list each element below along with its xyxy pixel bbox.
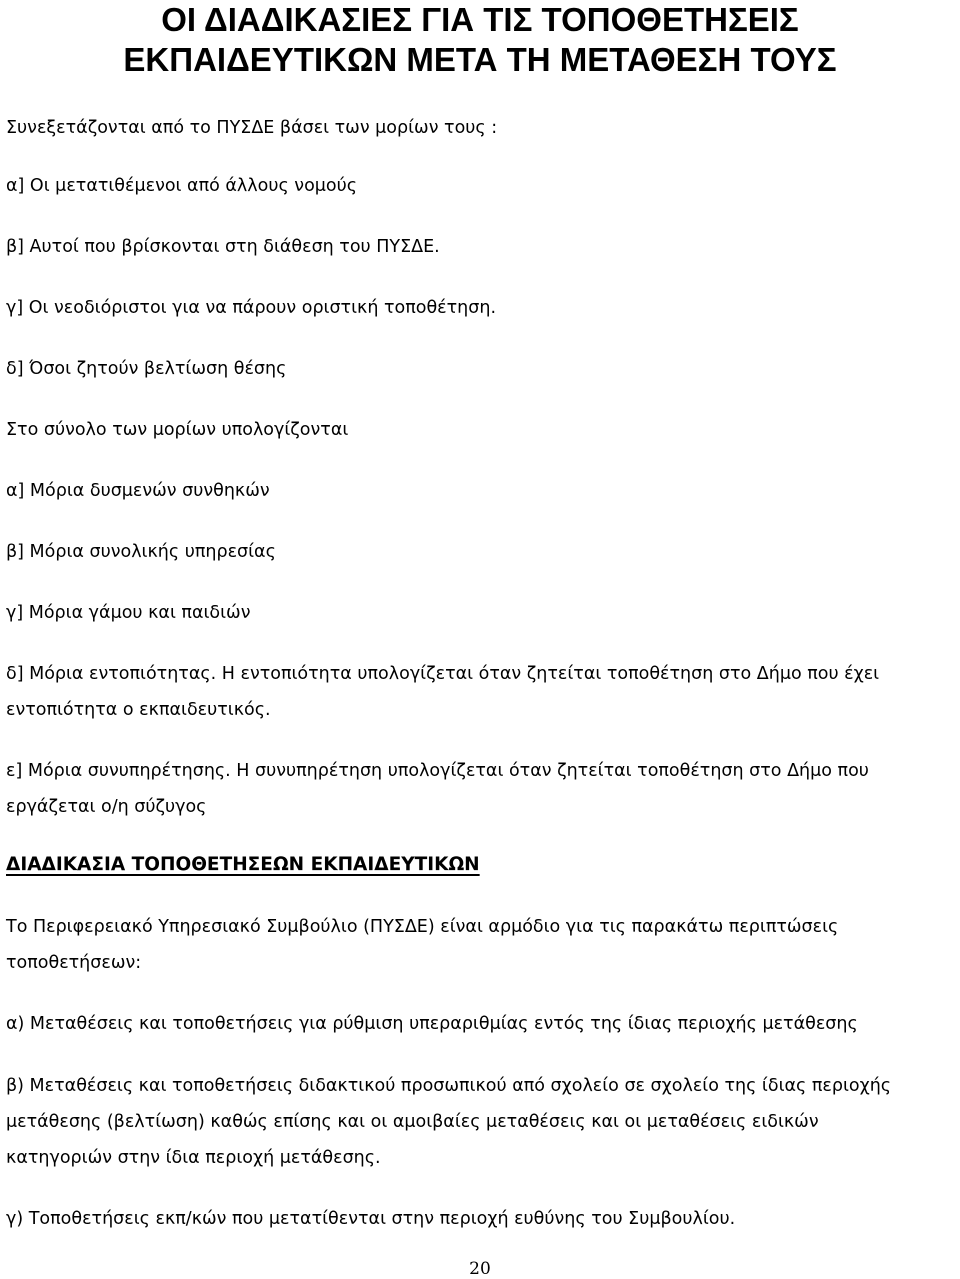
document-title-line-2: ΕΚΠΑΙΔΕΥΤΙΚΩΝ ΜΕΤΑ ΤΗ ΜΕΤΑΘΕΣΗ ΤΟΥΣ bbox=[123, 41, 837, 78]
candidate-item-a: α] Οι μετατιθέμενοι από άλλους νομούς bbox=[6, 176, 358, 196]
points-item-b: β] Μόρια συνολικής υπηρεσίας bbox=[6, 542, 276, 562]
council-text-line-1: Το Περιφερειακό Υπηρεσιακό Συμβούλιο (ΠΥΣΔΕ) είναι αρμόδιο για τις παρακάτω περιπτώσεις bbox=[6, 917, 839, 937]
case-b-line-2: μετάθεσης (βελτίωση) καθώς επίσης και οι αμοιβαίες μεταθέσεις και οι μεταθέσεις ειδικών bbox=[6, 1112, 819, 1132]
points-intro-text: Στο σύνολο των μορίων υπολογίζονται bbox=[6, 420, 349, 440]
spouse-points-line-2: εργάζεται ο/η σύζυγος bbox=[6, 797, 207, 817]
candidate-item-c: γ] Οι νεοδιόριστοι για να πάρουν οριστική τοποθέτηση. bbox=[6, 298, 497, 318]
candidate-item-d: δ] Όσοι ζητούν βελτίωση θέσης bbox=[6, 359, 287, 379]
spouse-points-line-1: ε] Μόρια συνυπηρέτησης. Η συνυπηρέτηση υπολογίζεται όταν ζητείται τοποθέτηση στο Δήμο που bbox=[6, 761, 869, 781]
case-b-line-1: β) Μεταθέσεις και τοποθετήσεις διδακτικού προσωπικού από σχολείο σε σχολείο της ίδιας περιοχής bbox=[6, 1076, 892, 1096]
points-item-a: α] Μόρια δυσμενών συνθηκών bbox=[6, 481, 270, 501]
section-heading: ΔΙΑΔΙΚΑΣΙΑ ΤΟΠΟΘΕΤΗΣΕΩΝ ΕΚΠΑΙΔΕΥΤΙΚΩΝ bbox=[6, 854, 480, 875]
council-text-line-2: τοποθετήσεων: bbox=[6, 953, 142, 973]
intro-text: Συνεξετάζονται από το ΠΥΣΔΕ βάσει των μορίων τους : bbox=[6, 118, 498, 138]
document-title-line-1: ΟΙ ΔΙΑΔΙΚΑΣΙΕΣ ΓΙΑ ΤΙΣ ΤΟΠΟΘΕΤΗΣΕΙΣ bbox=[161, 1, 799, 38]
locality-points-line-2: εντοπιότητα ο εκπαιδευτικός. bbox=[6, 700, 271, 720]
candidate-item-b: β] Αυτοί που βρίσκονται στη διάθεση του ΠΥΣΔΕ. bbox=[6, 237, 440, 257]
page-number: 20 bbox=[469, 1259, 491, 1279]
locality-points-line-1: δ] Μόρια εντοπιότητας. Η εντοπιότητα υπολογίζεται όταν ζητείται τοποθέτηση στο Δήμο που έχει bbox=[6, 664, 880, 684]
case-a-text: α) Μεταθέσεις και τοποθετήσεις για ρύθμιση υπεραριθμίας εντός της ίδιας περιοχής μετάθεσης bbox=[6, 1014, 858, 1034]
case-c-text: γ) Τοποθετήσεις εκπ/κών που μετατίθενται στην περιοχή ευθύνης του Συμβουλίου. bbox=[6, 1209, 736, 1229]
case-b-line-3: κατηγοριών στην ίδια περιοχή μετάθεσης. bbox=[6, 1148, 381, 1168]
points-item-c: γ] Μόρια γάμου και παιδιών bbox=[6, 603, 251, 623]
